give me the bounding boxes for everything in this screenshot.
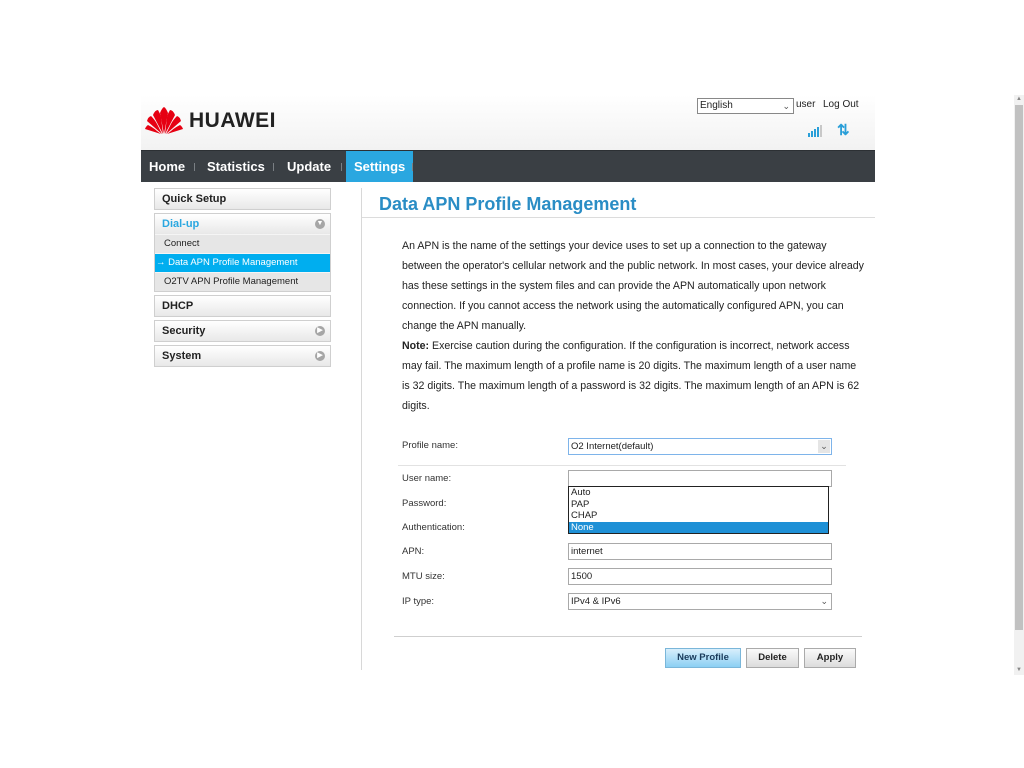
- password-field-label: Password:: [402, 498, 447, 509]
- mtu-size-label: MTU size:: [402, 571, 445, 582]
- sidebar-subitem-o2tv-apn[interactable]: O2TV APN Profile Management: [155, 272, 330, 291]
- content-divider: [361, 188, 362, 670]
- ip-type-value: IPv4 & IPv6: [571, 596, 621, 607]
- authentication-option-auto[interactable]: Auto: [571, 487, 591, 498]
- chevron-down-icon: ▼: [316, 220, 324, 227]
- sidebar-item-system[interactable]: [154, 345, 331, 367]
- sidebar-item-label: Dial-up: [162, 218, 200, 230]
- ip-type-select[interactable]: [568, 593, 832, 610]
- header: [141, 95, 875, 150]
- username-label: user: [796, 99, 816, 110]
- new-profile-button[interactable]: New Profile: [665, 648, 741, 668]
- description: [402, 236, 864, 416]
- sidebar-group-dialup: [154, 213, 331, 292]
- language-value: English: [700, 100, 733, 111]
- chevron-down-icon: ⌄: [820, 596, 828, 606]
- authentication-option-pap[interactable]: PAP: [571, 498, 590, 510]
- form-divider: [398, 465, 846, 466]
- nav-divider: [341, 163, 342, 171]
- huawei-logo: [145, 107, 276, 135]
- nav-home[interactable]: Home: [149, 159, 186, 174]
- authentication-dropdown[interactable]: [568, 486, 829, 534]
- delete-button[interactable]: Delete: [746, 648, 799, 668]
- sidebar-item-label: Security: [162, 325, 206, 337]
- sidebar-item-quick-setup[interactable]: [154, 188, 331, 210]
- profile-name-select[interactable]: [568, 438, 832, 455]
- apn-input[interactable]: internet: [568, 543, 832, 560]
- sidebar-item-label: Quick Setup: [162, 193, 227, 205]
- sidebar-item-dialup[interactable]: [155, 214, 330, 234]
- nav-divider: [412, 163, 413, 171]
- chevron-down-icon: ⌄: [818, 440, 830, 453]
- signal-strength-icon: [808, 125, 822, 137]
- data-transfer-icon: ⇅: [837, 122, 850, 139]
- nav-settings[interactable]: Settings: [346, 151, 413, 182]
- sidebar-item-security[interactable]: [154, 320, 331, 342]
- chevron-right-icon: ▶: [315, 326, 325, 336]
- sidebar-subitem-connect[interactable]: Connect: [155, 234, 330, 253]
- huawei-flower-icon: [145, 107, 183, 135]
- note-text: Exercise caution during the configuration. If the configuration is incorrect, network access may fail. The maximum length of a profile name is 20 digits. The maximum length of a user name is 32 digits. The maximum length of a password is 32 digits. The maximum length of an APN is 62 digits.: [402, 340, 860, 412]
- description-text: An APN is the name of the settings your device uses to set up a connection to the gateway between the operator's cellular network and the public network. In most cases, your device already has these settings in the system files and can provide the APN automatically upon network connection. If you cannot access the network using the automatically configured APN, you can change the APN manually.: [402, 240, 864, 332]
- logout-link[interactable]: Log Out: [823, 99, 859, 110]
- scroll-down-icon[interactable]: ▼: [1016, 667, 1022, 673]
- page-title: Data APN Profile Management: [379, 194, 637, 214]
- sidebar: [154, 188, 331, 370]
- language-select[interactable]: [697, 98, 794, 114]
- chevron-right-icon: ▶: [315, 351, 325, 361]
- sidebar-subitem-data-apn[interactable]: → Data APN Profile Management: [155, 253, 330, 272]
- nav-update[interactable]: Update: [287, 159, 332, 174]
- username-input[interactable]: [568, 470, 832, 487]
- apn-label: APN:: [402, 546, 425, 557]
- username-field-label: User name:: [402, 473, 452, 484]
- note-label: Note:: [402, 340, 430, 352]
- chevron-down-icon: ⌄: [782, 101, 790, 111]
- brand-name: HUAWEI: [189, 109, 276, 132]
- authentication-option-chap[interactable]: CHAP: [571, 510, 598, 521]
- nav-statistics[interactable]: Statistics: [207, 159, 265, 174]
- profile-name-value: O2 Internet(default): [571, 441, 654, 452]
- ip-type-label: IP type:: [402, 596, 435, 607]
- nav-divider: [194, 163, 195, 171]
- authentication-option-none[interactable]: None: [569, 522, 828, 534]
- nav-divider: [273, 163, 274, 171]
- sidebar-item-dhcp[interactable]: [154, 295, 331, 317]
- main-nav: [141, 150, 875, 182]
- buttons-divider: [394, 636, 862, 637]
- profile-name-label: Profile name:: [402, 440, 458, 451]
- authentication-label: Authentication:: [402, 522, 465, 533]
- apply-button[interactable]: Apply: [804, 648, 856, 668]
- scroll-up-icon[interactable]: ▲: [1016, 96, 1022, 102]
- scrollbar-thumb[interactable]: [1015, 105, 1023, 630]
- page-scrollbar[interactable]: [1014, 95, 1024, 675]
- sidebar-item-label: DHCP: [162, 300, 194, 312]
- mtu-size-input[interactable]: 1500: [568, 568, 832, 585]
- title-divider: [362, 217, 875, 218]
- sidebar-item-label: System: [162, 350, 202, 362]
